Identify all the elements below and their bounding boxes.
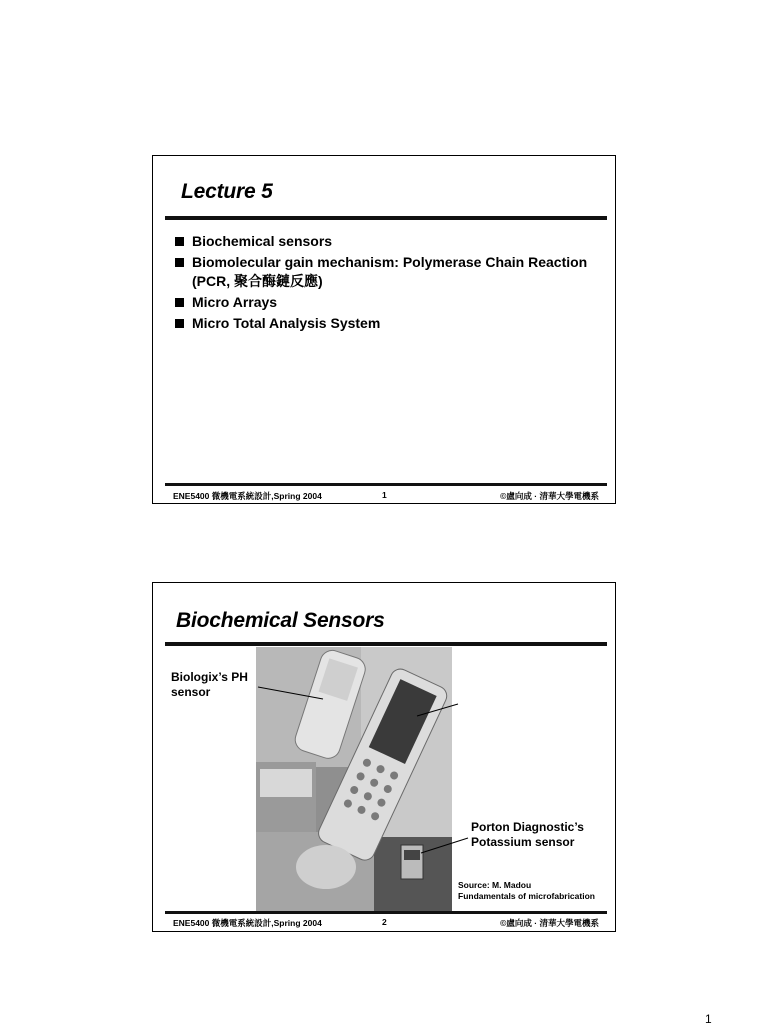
footer-copyright: ©盧向成 · 清華大學電機系 [500,918,599,928]
footer-course: ENE5400 微機電系統設計,Spring 2004 [173,918,322,928]
slide-title: Lecture 5 [181,180,273,203]
title-rule [165,642,607,646]
porton-label: Porton Diagnostic’s Potassium sensor [471,820,584,849]
footer-rule [165,911,607,914]
footer-page-number: 2 [382,917,387,927]
bullet-square-icon [175,237,184,246]
footer-copyright: ©盧向成 · 清華大學電機系 [500,491,599,501]
bullet-square-icon [175,298,184,307]
slide-1 [152,155,616,504]
footer-page-number: 1 [382,490,387,500]
slide-title: Biochemical Sensors [176,609,385,632]
bullet-item: Biochemical sensors [175,232,595,251]
title-rule [165,216,607,220]
footer-course: ENE5400 微機電系統設計,Spring 2004 [173,491,322,501]
slide-2 [152,582,616,932]
biologix-label: Biologix’s PH sensor [171,670,248,699]
bullet-item: Biomolecular gain mechanism: Polymerase Chain Reaction (PCR, 聚合酶鏈反應) [175,253,595,291]
footer-rule [165,483,607,486]
bullet-list [175,232,595,335]
sensor-devices-photo [256,647,452,913]
document-page-number: 1 [705,1012,712,1026]
bullet-square-icon [175,319,184,328]
bullet-item: Micro Total Analysis System [175,314,595,333]
source-citation: Source: M. Madou Fundamentals of microfabrication [458,880,595,901]
bullet-item: Micro Arrays [175,293,595,312]
bullet-square-icon [175,258,184,267]
